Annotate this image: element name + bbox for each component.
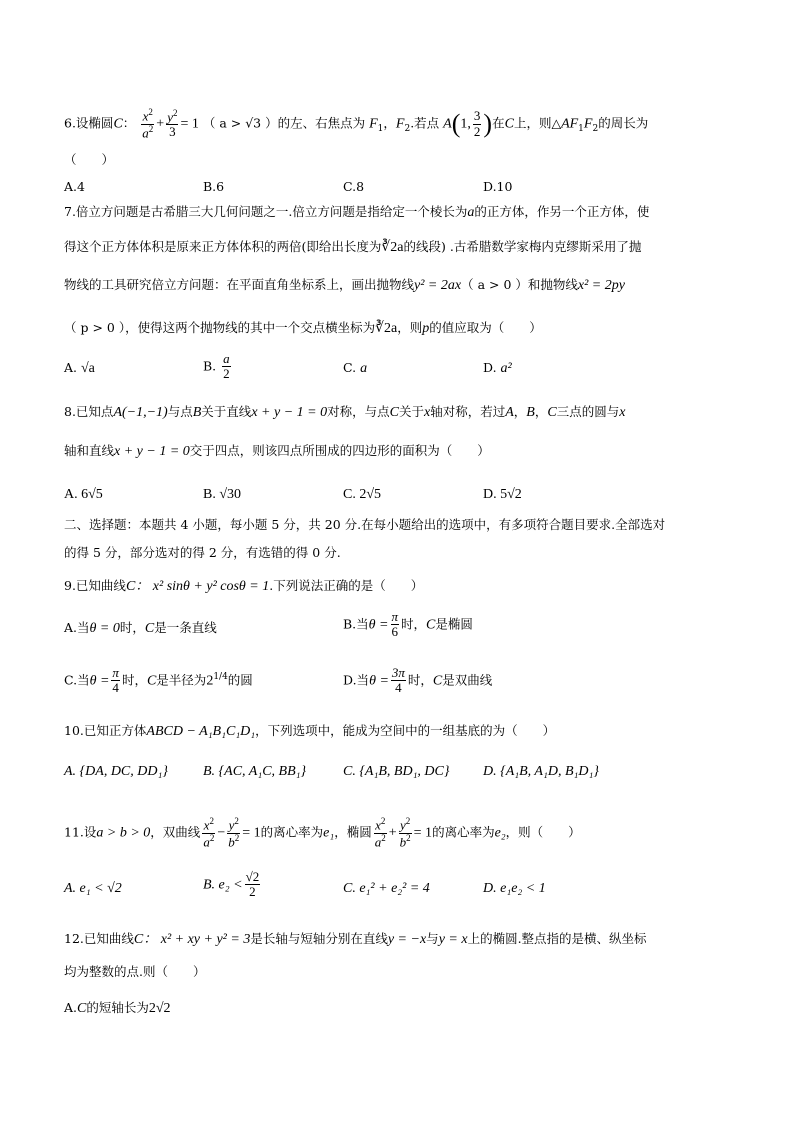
- q12-option-a-c: C: [77, 1001, 87, 1016]
- q9-a-1: A.当: [64, 620, 90, 635]
- q6-perimeter: 的周长为: [598, 115, 649, 131]
- q12-mid2: 与: [426, 931, 439, 946]
- q7-option-d-value: a²: [500, 361, 512, 376]
- q9-d-1: D.当: [343, 672, 370, 688]
- q9-c-4: 的圆: [227, 672, 253, 688]
- q7-text-2b: 的线段) .古希腊数学家梅内克缪斯采用了抛: [403, 239, 642, 254]
- q9-d-den: 4: [395, 680, 402, 696]
- q9-a-3: 是一条直线: [154, 620, 217, 635]
- q8-line-eq-2: x + y − 1 = 0: [114, 444, 190, 459]
- q6-option-d: D.10: [483, 179, 513, 194]
- q7-option-c-label: C.: [343, 360, 357, 375]
- q12-line-2: 均为整数的点.则（ ）: [64, 964, 206, 979]
- q8-text-1b: 与点: [167, 404, 193, 419]
- q7-option-c-value: a: [360, 361, 368, 376]
- section-2-line-1: 二、选择题：本题共 4 小题，每小题 5 分，共 20 分.在每小题给出的选项中，有多项符合题目要求.全部选对: [64, 517, 666, 532]
- q10-option-a-text: A. {DA, DC, DD₁}: [64, 764, 168, 779]
- q7-p: p: [422, 321, 430, 336]
- q11-hyp-frac-x: $\frac{x^2}{a^2}$: [203, 816, 215, 849]
- q8-line-1: 8.已知点A(−1,−1)与点B关于直线x + y − 1 = 0对称，与点C关于x轴对称，若过A，B，C三点的圆与x: [64, 404, 626, 420]
- q9-c-1: C.当: [64, 672, 90, 688]
- q8-text-1g: 三点的圆与: [556, 404, 620, 419]
- q12-c: C: [133, 932, 144, 947]
- q6-tail: 上，则△: [513, 115, 562, 131]
- q9-a-cond: θ = 0: [89, 621, 120, 636]
- q10-option-a: [64, 765, 168, 779]
- q12-equation: ： x² + xy + y² = 3: [143, 932, 251, 947]
- q6-three: 3: [169, 124, 176, 140]
- q9-d-frac: [391, 666, 406, 696]
- q9-b-1: B.当: [343, 616, 369, 632]
- q7-line-3: [64, 279, 625, 293]
- q7-option-b: [203, 352, 233, 382]
- q8-text-1a: 8.已知点: [64, 404, 114, 419]
- q8-option-b: B. √30: [203, 487, 242, 502]
- q7-option-c: [343, 362, 367, 376]
- q7-parabola-1: y² = 2ax: [414, 278, 462, 293]
- q8-c: C: [389, 405, 399, 420]
- q12-line-2-eq: y = x: [438, 932, 468, 947]
- q10-option-d: [483, 765, 599, 779]
- q11-tail: ，则（ ）: [505, 824, 581, 840]
- q7-option-d: [483, 362, 512, 376]
- q9-option-b: [343, 610, 473, 640]
- q11-line-1: 11.设a > b > 0，双曲线 $\frac{x^2}{a^2}$ − $\frac{y^2}{b^2}$ = 1的离心率为e₁，椭圆 $\frac{x^2}{a^2}$ + $\frac{y^2}{b^2}$ = 1的离心率为e₂，则（ ）: [64, 816, 581, 849]
- q9-a-c: C: [144, 621, 155, 636]
- q11-option-d: [483, 882, 546, 896]
- q9-c-exp: 1/4: [213, 672, 228, 683]
- q7-text-3a: 物线的工具研究倍立方问题：在平面直角坐标系上，画出抛物线: [64, 277, 415, 292]
- q8-option-d: D. 5√2: [483, 487, 522, 502]
- q11-option-a-text: A. e₁ < √2: [64, 881, 122, 896]
- q7-option-b-label: B.: [203, 358, 217, 374]
- q6-c2: C: [504, 116, 514, 132]
- q12-line-1: [64, 933, 647, 947]
- q12-option-a-value: 2√2: [148, 1001, 171, 1016]
- q7-a: a: [467, 205, 475, 220]
- q6-point-x: 1,: [460, 116, 471, 132]
- q11-mid4: 的离心率为: [432, 824, 495, 840]
- q9-d-num: 3π: [391, 665, 405, 680]
- q7-line-4: [64, 322, 542, 336]
- q10-tail: ，下列选项中，能成为空间中的一组基底的为（ ）: [255, 723, 556, 738]
- q8-text-1d: 对称，与点: [327, 404, 390, 419]
- q8-text-1f: 轴对称，若过: [430, 404, 506, 419]
- section-2-line-2: 的得 5 分，部分选对的得 2 分，有选错的得 0 分.: [64, 545, 341, 560]
- q11-hyp-frac-y: $\frac{y^2}{b^2}$: [228, 816, 240, 849]
- q8-text-2b: 交于四点，则该四点所围成的四边形的面积为（ ）: [189, 443, 490, 458]
- q11-cond: a > b > 0: [96, 825, 151, 841]
- q9-c: C: [125, 579, 136, 594]
- q11-ell-frac-x: $\frac{x^2}{a^2}$: [374, 816, 386, 849]
- q11-ell-eq: = 1: [413, 825, 433, 841]
- q8-text-1c: 关于直线: [201, 404, 252, 419]
- q7-cond1: （ a > 0 ）和抛物线: [461, 277, 578, 292]
- q11-option-c: [343, 882, 430, 896]
- q9-c-frac: [111, 666, 120, 696]
- q9-c-num: π: [112, 665, 119, 680]
- q9-option-a: [64, 622, 217, 636]
- q9-a-2: 时，: [119, 620, 145, 635]
- q6-x: x: [142, 108, 149, 124]
- q9-line-1: [64, 580, 423, 594]
- q9-tail: .下列说法正确的是（ ）: [269, 578, 424, 593]
- q7-text-2a: 得这个正方体体积是原来正方体体积的两倍(即给出长度为: [64, 239, 382, 254]
- q7-option-a-value: √a: [81, 361, 95, 376]
- q9-c-c: C: [146, 673, 157, 689]
- q10-option-b-text: B. {AC, A₁C, BB₁}: [203, 764, 307, 779]
- q10-option-b: [203, 765, 306, 779]
- q7-text-1b: 的正方体，作另一个正方体，使: [474, 204, 650, 219]
- q9-c-3: 是半径为: [156, 672, 207, 688]
- q12-line-1-eq: y = −x: [387, 932, 427, 947]
- q6-frac-y: $\frac{y^2}{3}$: [167, 107, 178, 140]
- q9-option-c: [64, 666, 253, 696]
- q10-option-c: [343, 765, 449, 779]
- q11-e1: e₁: [323, 825, 335, 841]
- q6-after: .若点: [410, 115, 440, 131]
- q8-a2: A: [505, 405, 514, 420]
- question-6-line-1: 6.设椭圆C： $\frac{x^2}{a^2}$ + $\frac{y^2}{3}$ = 1 （ a > √3 ）的左、右焦点为 $F_1$，$F_2$.若点 A(1, $\frac{3}{2}$ )在C上，则$\triangle AF_1F_2$的周长为: [64, 107, 649, 140]
- q9-lead: 9.已知曲线: [64, 578, 126, 593]
- q11-hyp-eq: = 1: [242, 825, 261, 841]
- q11-option-a: [64, 882, 122, 896]
- q6-triangle: AF: [561, 116, 579, 132]
- q7-option-a-label: A.: [64, 360, 78, 375]
- q7-option-d-label: D.: [483, 360, 497, 375]
- q7-option-b-num: a: [223, 351, 230, 366]
- q9-b-2: 时，: [401, 616, 427, 632]
- q12-option-a-label: A.: [64, 1000, 78, 1015]
- q7-text-4c: 的值应取为（ ）: [429, 320, 542, 335]
- q9-b-3: 是椭圆: [435, 616, 473, 632]
- q8-x: x: [423, 405, 431, 420]
- q6-a: a: [142, 124, 149, 140]
- q7-line-1: [64, 206, 649, 220]
- q9-c-2: 时，: [121, 672, 147, 688]
- q9-c-theta: θ =: [89, 673, 110, 689]
- q11-option-b-frac: [245, 870, 261, 900]
- q8-option-a: A. 6√5: [64, 487, 103, 502]
- q6-y: y: [167, 108, 173, 124]
- q6-point-frac: [473, 109, 482, 139]
- q8-x2: x: [619, 405, 626, 420]
- q7-parabola-2: x² = 2py: [577, 278, 625, 293]
- q6-eq1: = 1: [180, 116, 199, 132]
- q6-point-a: A: [443, 116, 452, 132]
- q11-lead: 11.设: [64, 824, 97, 840]
- q8-b2: B: [526, 405, 535, 420]
- q6-frac-x: $\frac{x^2}{a^2}$: [142, 107, 154, 140]
- q9-b-den: 6: [391, 624, 398, 640]
- q11-option-b-den: 2: [249, 884, 256, 900]
- q12-tail: 上的椭圆.整点指的是横、纵坐标: [467, 931, 647, 946]
- q12-option-a-text: 的短轴长为: [86, 1000, 149, 1015]
- q9-c-radius: 2: [206, 673, 214, 689]
- q9-d-c: C: [432, 673, 443, 689]
- q8-b: B: [192, 405, 202, 420]
- q8-line-2: [64, 445, 490, 459]
- q9-d-3: 是双曲线: [442, 672, 493, 688]
- q11-e2: e₂: [494, 825, 506, 841]
- q8-point-a: A(−1,−1): [113, 405, 168, 420]
- q6-option-b: B.6: [203, 179, 225, 194]
- q6-colon: ：: [122, 115, 136, 131]
- q7-option-b-den: 2: [223, 366, 230, 382]
- q6-curve-c: C: [113, 116, 123, 132]
- q10-option-c-text: C. {A₁B, BD₁, DC}: [343, 764, 450, 779]
- q11-mid2: 的离心率为: [260, 824, 324, 840]
- q11-option-d-text: D. e₁e₂ < 1: [483, 881, 546, 896]
- q11-mid1: ，双曲线: [150, 824, 201, 840]
- q6-option-a: A.4: [64, 179, 85, 194]
- q11-option-b-text: B. e₂ <: [203, 877, 243, 893]
- q6-point-den: 2: [473, 123, 481, 139]
- q9-c-den: 4: [112, 680, 119, 696]
- q6-option-c: C.8: [343, 179, 365, 194]
- q9-b-theta: θ =: [368, 617, 389, 633]
- q11-option-c-text: C. e₁² + e₂² = 4: [343, 881, 430, 896]
- q6-condition: （ a > √3 ）的左、右焦点为: [202, 115, 366, 131]
- q6-on: 在: [492, 115, 505, 131]
- q10-option-d-text: D. {A₁B, A₁D, B₁D₁}: [483, 764, 599, 779]
- q7-option-a: [64, 362, 95, 376]
- q8-line-eq: x + y − 1 = 0: [251, 405, 328, 420]
- q9-b-num: π: [391, 609, 399, 624]
- q9-equation: ： x² sinθ + y² cosθ = 1: [135, 579, 270, 594]
- q7-text-1: 7.倍立方问题是古希腊三大几何问题之一.倍立方问题是指给定一个棱长为: [64, 204, 468, 219]
- q11-option-b: [203, 870, 262, 900]
- q10-cube: ABCD − A₁B₁C₁D₁: [146, 724, 256, 739]
- q7-text-4b: ，则: [397, 320, 423, 335]
- q7-line-2: [64, 241, 641, 255]
- q7-cbrt-2: ∛2a: [375, 321, 398, 336]
- q8-text-2a: 轴和直线: [64, 443, 115, 458]
- q11-ell-frac-y: $\frac{y^2}{b^2}$: [399, 816, 411, 849]
- q9-b-c: C: [426, 617, 436, 633]
- q12-option-a: [64, 1002, 171, 1016]
- q8-text-1e: 关于: [398, 404, 424, 419]
- q6-f1: F: [369, 116, 378, 132]
- q7-cbrt: ∛2a: [381, 240, 404, 255]
- q10-lead: 10.已知正方体: [64, 723, 147, 738]
- q7-text-4a: （ p > 0 ），使得这两个抛物线的其中一个交点横坐标为: [64, 320, 376, 335]
- q8-c2: C: [547, 405, 557, 420]
- q12-mid: 是长轴与短轴分别在直线: [250, 931, 388, 946]
- q6-point-num: 3: [473, 108, 481, 124]
- q9-d-theta: θ =: [369, 673, 389, 689]
- q11-option-b-num: √2: [245, 869, 260, 884]
- q6-comma: ，: [383, 115, 396, 131]
- q6-f2: F: [395, 116, 405, 132]
- q9-d-2: 时，: [407, 672, 433, 688]
- q10-line-1: [64, 725, 555, 739]
- q9-option-d: [343, 666, 492, 696]
- q7-option-b-frac: [222, 352, 231, 382]
- q12-lead: 12.已知曲线: [64, 931, 134, 946]
- q6-paren: （ ）: [64, 152, 115, 167]
- q8-option-c: C. 2√5: [343, 487, 382, 502]
- q6-lead: 6.设椭圆: [64, 115, 114, 131]
- q11-mid3: ，椭圆: [334, 824, 372, 840]
- q6-plus: +: [156, 116, 165, 132]
- q9-b-frac: [391, 610, 400, 640]
